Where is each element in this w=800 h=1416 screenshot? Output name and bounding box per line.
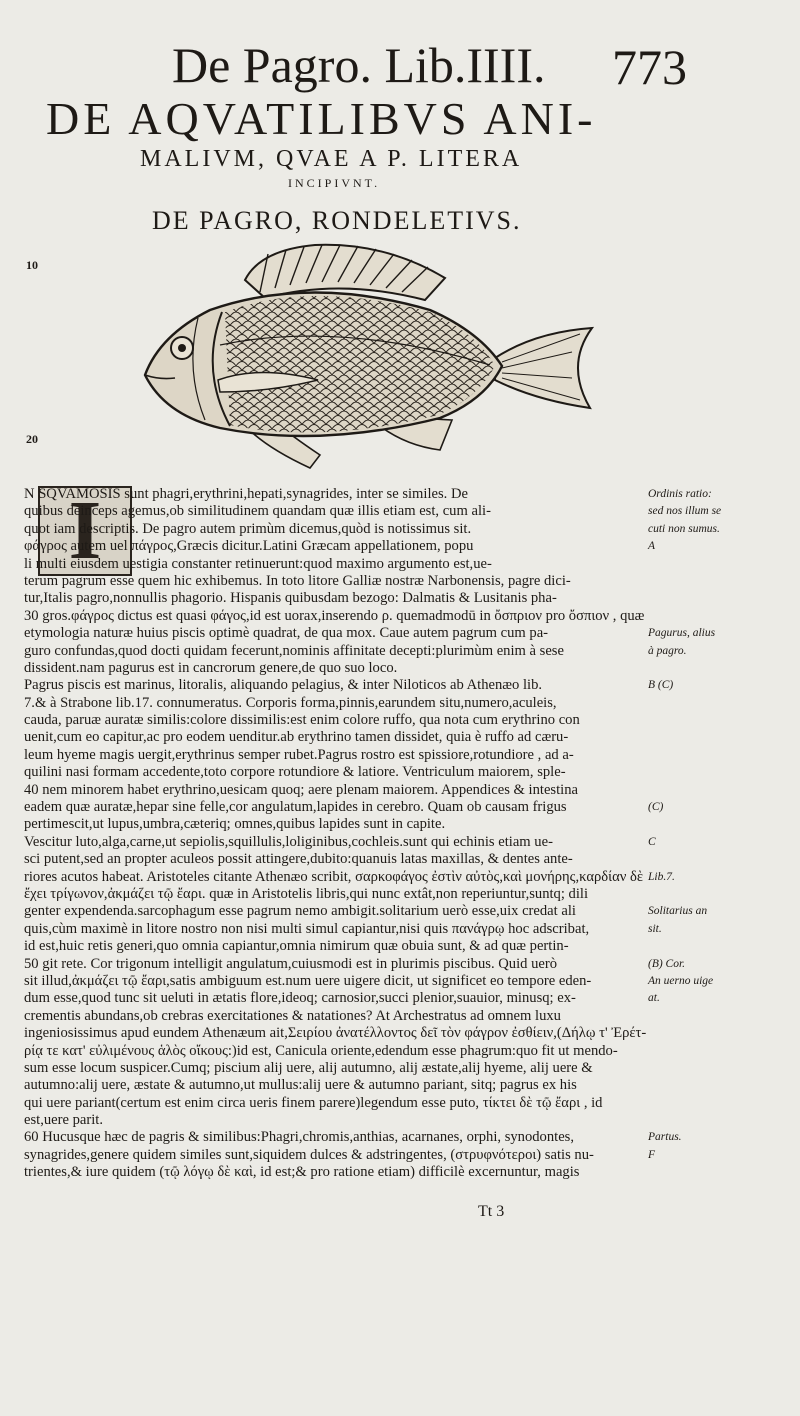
body-line: ρίᾳ τε κατ' εὐλιμένους ἁλὸς οἴκους:)id est, Canicula oriente,edendum esse phagrum:quo fit ut mendo- — [24, 1042, 618, 1059]
margin-note — [648, 573, 798, 590]
body-line: guro confundas,quod docti quidam fecerunt,nominis affinitate decepti:plurimùm enim à sese — [24, 642, 564, 659]
margin-note — [648, 556, 798, 573]
signature-mark: Tt 3 — [478, 1203, 505, 1220]
body-line: tur,Italis pagro,nonnullis phagorio. Hispanis quibusdam bezogo: Dalmatis & Lusitanis pha- — [24, 590, 557, 607]
margin-note — [648, 660, 798, 677]
margin-note — [648, 1043, 798, 1060]
body-line: 60 Hucusque hæc de pagris & similibus:Phagri,chromis,anthias, acarnanes, orphi, synodontes, — [24, 1129, 575, 1146]
margin-note — [648, 695, 798, 712]
body-line: pertimescit,ut lupus,umbra,cæteriq; omnes,quibus lapides sunt in capite. — [24, 816, 446, 833]
margin-note — [648, 782, 798, 799]
page-number: 773 — [612, 39, 687, 95]
margin-note: Pagurus, alius — [648, 627, 716, 640]
chapter-title-line-1: DE AQVATILIBVS ANI- — [46, 93, 597, 144]
body-line: sci putent,sed an propter aculeos possit attingere,dubito:quanuis latas maxillas, & dentes ante- — [24, 851, 573, 868]
margin-note: (C) — [648, 801, 664, 814]
margin-note: Partus. — [648, 1131, 682, 1144]
running-head-title: De Pagro. Lib.IIII. — [172, 37, 546, 93]
body-line: φάγρος autem uel πάγρος,Græcis dicitur.Latini Græcam appellationem, popu — [24, 538, 474, 555]
body-line: genter expendenda.sarcophagum esse pagrum nemo ambigit.solitarium uerò esse,uix credat ali — [24, 903, 576, 920]
running-head — [0, 36, 800, 96]
body-line: dissident.nam pagurus est in cancrorum genere,de quo suo loco. — [24, 659, 398, 676]
body-line: quis,cùm maximè in litore nostro non nisi multi simul capiantur,nisi quis πανάγρῳ hoc adscribat, — [24, 920, 590, 937]
body-line: riores acutos habeat. Aristoteles citante Athenæo scribit, σαρκοφάγος ἐστὶν αὐτὸς,καὶ μονήρης,καρδίαν δὲ — [24, 868, 643, 885]
margin-note — [648, 851, 798, 868]
margin-note: Ordinis ratio: — [648, 488, 712, 500]
body-line: quot iam descriptis. De pagro autem primùm dicemus,quòd is notissimus sit. — [24, 520, 472, 537]
margin-note — [648, 608, 798, 625]
margin-note: F — [648, 1148, 656, 1161]
chapter-title-line-3: INCIPIVNT. — [288, 176, 381, 190]
body-line: synagrides,genere quidem similes sunt,siquidem dulces & adstringentes, (στρυφνότεροι) satis nu- — [24, 1146, 594, 1163]
body-line: crementis abundans,ob crebras exercitationes & natationes? At Archestratus ad omnem luxu — [24, 1007, 561, 1024]
body-line: N SQVAMOSIS sunt phagri,erythrini,hepati,synagrides, inter se similes. De — [24, 486, 468, 502]
line-number-10: 10 — [26, 258, 38, 272]
line-number-20: 20 — [26, 432, 38, 446]
initial-letter: I — [68, 484, 102, 577]
margin-note: at. — [648, 992, 660, 1005]
margin-note: Lib.7. — [648, 870, 675, 883]
fish-woodcut-illustration — [140, 240, 600, 480]
body-line: terum pagrum esse quem hic exhibemus. In toto litore Galliæ nostræ Narbonensis, pagre dici- — [24, 572, 571, 589]
body-line: eadem quæ auratæ,hepar sine felle,cor angulatum,lapides in cerebro. Quam ob causam frigus — [24, 799, 567, 816]
margin-note — [648, 764, 798, 781]
chapter-title-line-2: MALIVM, QVAE A P. LITERA — [140, 146, 523, 172]
margin-note — [648, 712, 798, 729]
margin-note — [648, 1095, 798, 1112]
body-line: cauda, paruæ auratæ similis:colore dissimilis:est enim colore ruffo, qua nota cum erythrino con — [24, 712, 580, 729]
margin-note: (B) Cor. — [648, 957, 686, 970]
body-line: id est,huic retis generi,quo omnia capiantur,omnia nimirum quæ obuia sunt, & ad quæ pertin- — [24, 938, 569, 955]
margin-note — [648, 1060, 798, 1077]
margin-note — [648, 1164, 798, 1181]
margin-note — [648, 1008, 798, 1025]
margin-note — [648, 886, 798, 903]
body-line: quilini nasi formam accedente,toto corpore rotundiore & latiore. Ventriculum maiorem, sple- — [24, 764, 566, 781]
margin-note: An uerno uige — [648, 974, 714, 987]
margin-note — [648, 729, 798, 746]
body-line: sum esse locum suspicer.Cumq; piscium alij uere, alij autumno, alij æstate,alij hyeme, alij uere & — [24, 1059, 593, 1076]
body-line: 40 nem minorem habet erythrino,uesicam quoq; aere plenam maiorem. Appendices & intestina — [24, 781, 578, 798]
body-line: Pagrus piscis est marinus, litoralis, aliquando pelagius, & inter Niloticos ab Athenæo lib. — [24, 677, 543, 694]
body-line: ἔχει τρίγωνον,ἀκμάζει τῷ ἔαρι. quæ in Aristotelis libris,qui nunc extât,non reperiuntur,suntq; dili — [24, 885, 589, 902]
body-line: leum hyeme magis uergit,erythrinus semper rubet.Pagrus rostro est spissiore,rotundiore , ad a- — [24, 746, 574, 763]
margin-note: B (C) — [648, 679, 674, 692]
margin-note: A — [648, 540, 656, 553]
body-line: autumno:alij uere, æstate & autumno,ut mullus:alij uere & autumno pariant, sitq; pagrus ex his — [24, 1077, 577, 1094]
body-line: dum esse,quod tunc sit ueluti in ætatis flore,ideoq; carnosior,succi plenior,suauior, minusq; ex- — [24, 990, 576, 1007]
margin-note — [648, 1025, 798, 1042]
margin-note — [648, 590, 798, 607]
margin-note: cuti non sumus. — [648, 522, 720, 535]
body-line: est,uere parit. — [24, 1112, 104, 1129]
margin-note: sit. — [648, 922, 662, 935]
body-line: etymologia naturæ huius piscis optimè quadrat, de qua mox. Caue autem pagrum cum pa- — [24, 625, 549, 642]
body-line: 50 git rete. Cor trigonum intelligit angulatum,cuiusmodi est in plurimis piscibus. Quid uerò — [24, 955, 558, 972]
section-heading: DE PAGRO, RONDELETIVS. — [152, 206, 522, 235]
margin-note — [648, 1182, 798, 1199]
body-line: quibus deinceps agemus,ob similitudinem quandam quæ illis etiam est, cum ali- — [24, 503, 491, 520]
body-line: 7.& à Strabone lib.17. connumeratus. Corporis forma,pinnis,earundem situ,numero,aculeis, — [24, 694, 557, 711]
body-line — [24, 1182, 674, 1199]
margin-note: Solitarius an — [648, 905, 708, 918]
margin-notes — [648, 486, 798, 1199]
margin-note — [648, 1077, 798, 1094]
margin-note — [648, 938, 798, 955]
margin-note: à pagro. — [648, 644, 687, 657]
margin-note — [648, 1112, 798, 1129]
body-line: ingeniosissimus apud eundem Athenæum ait,Σειρίου ἀνατέλλοντος δεῖ τὸν φάγρον ἐσθίειν,(Δήλῳ τ' Ἐρέτ- — [24, 1025, 647, 1042]
body-line: trientes,& iure quidem (τῷ λόγῳ δὲ καὶ, id est;& pro ratione etiam) difficilè excernuntur, magis — [24, 1164, 580, 1181]
body-line: uenit,cum eo capitur,ac pro eodem uenditur.ab erythrino tamen dissidet, quia è ruffo ad cæru- — [24, 729, 569, 746]
body-line: li multi eiusdem uestigia constanter retinuerunt:quod maximo argumento est,ue- — [24, 555, 492, 572]
body-line: 30 gros.φάγρος dictus est quasi φάγος,id est uorax,inserendo ρ. quemadmodū in ὄσπριον pro ὄσπιον , quæ — [24, 607, 645, 624]
body-line: qui uere pariant(certum est enim circa ueris finem parere)legendum esse puto, τίκτει δὲ τῷ ἔαρι , id — [24, 1094, 603, 1111]
margin-note: C — [648, 835, 656, 848]
body-line: sit illud,ἀκμάζει τῷ ἔαρι,satis ambiguum est.num uere uigere dicit, ut significet eo tempore eden- — [24, 972, 592, 989]
margin-note — [648, 747, 798, 764]
body-line: Vescitur luto,alga,carne,ut sepiolis,squillulis,loliginibus,cochleis.sunt qui echinis etiam ue- — [24, 833, 553, 850]
body-text — [24, 486, 674, 1199]
margin-note: sed nos illum se — [648, 505, 722, 518]
margin-note — [648, 816, 798, 833]
